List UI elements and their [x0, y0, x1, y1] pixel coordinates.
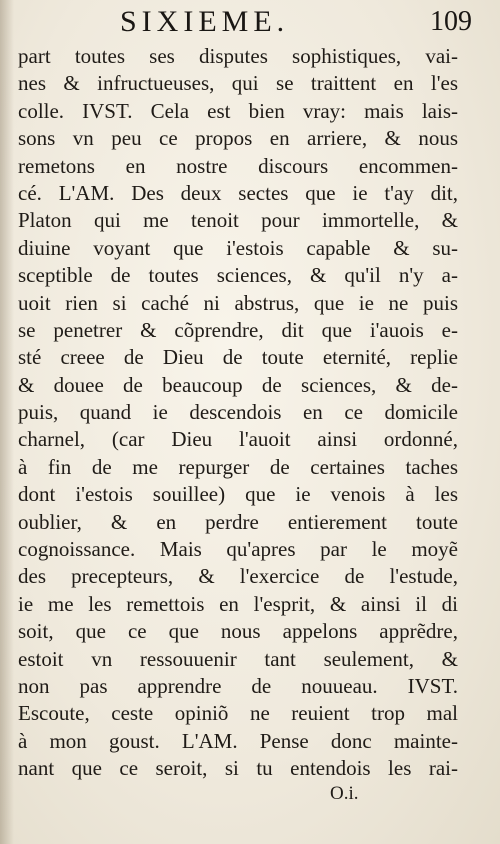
text-line: colle. IVST. Cela est bien vray: mais lais- [18, 98, 458, 123]
text-line: à fin de me repurger de certaines taches [18, 454, 458, 479]
text-line: non pas apprendre de nouueau. IVST. [18, 673, 458, 698]
text-line: sté creee de Dieu de toute eternité, replie [18, 345, 458, 370]
text-line: oublier, & en perdre entierement toute [18, 509, 458, 534]
text-block [18, 43, 458, 783]
text-line: des precepteurs, & l'exercice de l'estude, [18, 564, 458, 589]
text-line: Platon qui me tenoit pour immortelle, & [18, 208, 458, 233]
signature-mark: O.i. [330, 783, 359, 804]
text-line: cognoissance. Mais qu'apres par le moyẽ [18, 537, 458, 562]
page-number: 109 [430, 6, 472, 37]
text-line: nes & infructueuses, qui se traittent en l'es [18, 71, 458, 96]
running-title: SIXIEME. [120, 5, 290, 38]
text-line: à mon goust. L'AM. Pense donc mainte- [18, 728, 458, 753]
text-line: ie me les remettois en l'esprit, & ainsi il di [18, 591, 458, 616]
text-line: dont i'estois souillee) que ie venois à les [18, 482, 458, 507]
text-line: sons vn peu ce propos en arriere, & nous [18, 126, 458, 151]
text-line: nant que ce seroit, si tu entendois les rai- [18, 756, 458, 781]
text-line: remetons en nostre discours encommen- [18, 153, 458, 178]
text-line: cé. L'AM. Des deux sectes que ie t'ay dit, [18, 180, 458, 205]
text-line: uoit rien si caché ni abstrus, que ie ne puis [18, 290, 458, 315]
text-line: sceptible de toutes sciences, & qu'il n'y a- [18, 263, 458, 288]
text-line: Escoute, ceste opiniõ ne reuient trop mal [18, 701, 458, 726]
text-line: soit, que ce que nous appelons apprẽdre, [18, 619, 458, 644]
text-line: charnel, (car Dieu l'auoit ainsi ordonné, [18, 427, 458, 452]
text-line: se penetrer & cõprendre, dit que i'auois e- [18, 317, 458, 342]
running-head [0, 4, 500, 40]
text-line: diuine voyant que i'estois capable & su- [18, 235, 458, 260]
text-line: estoit vn ressouuenir tant seulement, & [18, 646, 458, 671]
text-line: puis, quand ie descendois en ce domicile [18, 400, 458, 425]
gutter-shadow [0, 0, 14, 844]
text-line: part toutes ses disputes sophistiques, vai- [18, 44, 458, 68]
text-line: & douee de beaucoup de sciences, & de- [18, 372, 458, 397]
